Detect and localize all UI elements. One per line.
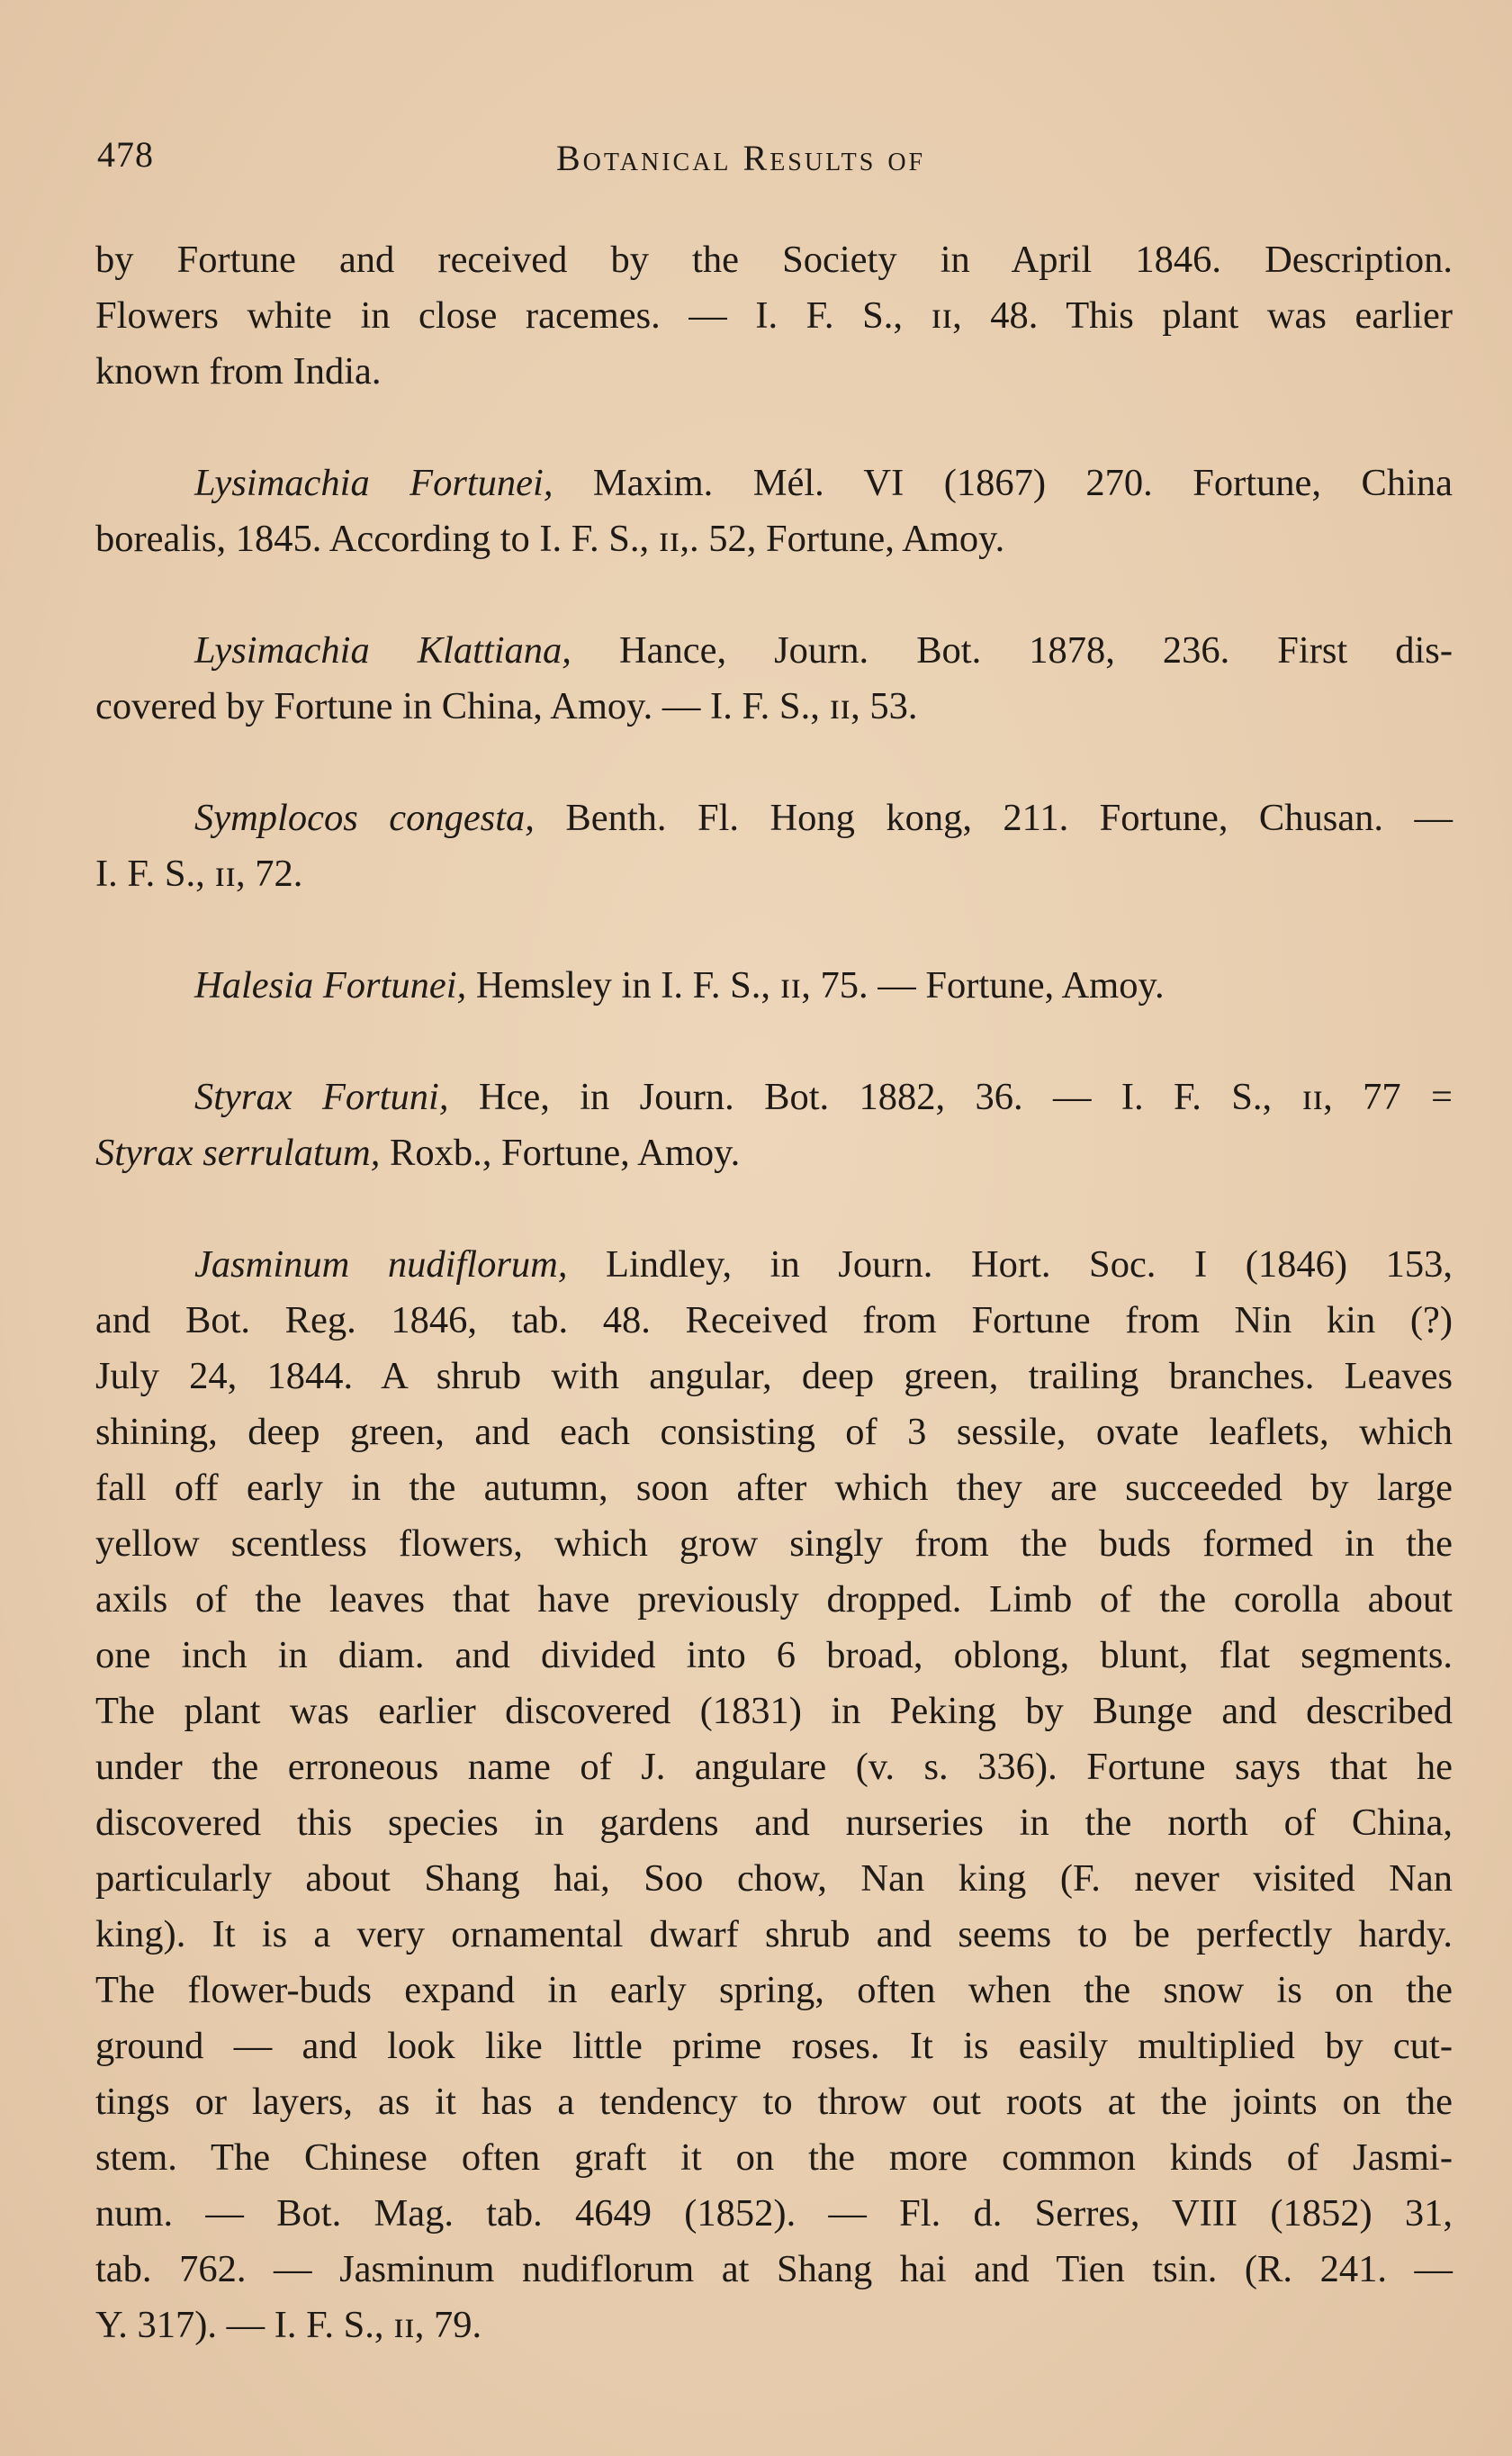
page-number: 478 — [97, 134, 154, 175]
text-line: and Bot. Reg. 1846, tab. 48. Received from Fortune from Nin kin (?) — [95, 1299, 1453, 1341]
citation-text: Hce, in Journ. Bot. 1882, 36. — I. F. S., ɪɪ, 77 = — [448, 1076, 1453, 1118]
text-line: The plant was earlier discovered (1831) in Peking by Bunge and described — [95, 1690, 1453, 1732]
entry-continuation — [95, 232, 1453, 400]
text-line: discovered this species in gardens and nurseries in the north of China, — [95, 1801, 1453, 1844]
entry-lysimachia-klattiana — [95, 623, 1453, 735]
text-line: by Fortune and received by the Society in April 1846. Description. — [95, 239, 1453, 281]
text-line: particularly about Shang hai, Soo chow, Nan king (F. never visited Nan — [95, 1857, 1453, 1900]
species-name: Jasminum nudiflorum, — [194, 1243, 568, 1286]
species-name: Styrax serrulatum, — [95, 1132, 381, 1174]
text-line: ground — and look like little prime roses. It is easily multiplied by cut- — [95, 2025, 1453, 2067]
text-line — [95, 1070, 1453, 1125]
text-line: shining, deep green, and each consisting of 3 sessile, ovate leaflets, which — [95, 1411, 1453, 1453]
page-body — [95, 232, 1453, 2409]
text-line: covered by Fortune in China, Amoy. — I. F. S., ɪɪ, 53. — [95, 685, 918, 727]
species-name: Lysimachia Klattiana, — [194, 629, 572, 672]
text-line — [95, 790, 1453, 846]
running-head: Botanical Results of — [556, 138, 926, 178]
text-line: stem. The Chinese often graft it on the more common kinds of Jasmi- — [95, 2136, 1453, 2179]
text-line: The flower-buds expand in early spring, often when the snow is on the — [95, 1969, 1453, 2011]
text-line — [95, 456, 1453, 511]
entry-styrax-fortuni — [95, 1070, 1453, 1181]
text-line: king). It is a very ornamental dwarf shrub and seems to be perfectly hardy. — [95, 1913, 1453, 1955]
text-line: tab. 762. — Jasminum nudiflorum at Shang hai and Tien tsin. (R. 241. — — [95, 2248, 1453, 2290]
text-line: axils of the leaves that have previously dropped. Limb of the corolla about — [95, 1578, 1453, 1621]
species-name: Symplocos congesta, — [194, 797, 535, 839]
text-line: under the erroneous name of J. angulare (v. s. 336). Fortune says that he — [95, 1746, 1453, 1788]
text-line — [95, 1237, 1453, 1293]
text-line: fall off early in the autumn, soon after which they are succeeded by large — [95, 1467, 1453, 1509]
text-line: Y. 317). — I. F. S., ɪɪ, 79. — [95, 2304, 482, 2346]
citation-text: Hemsley in I. F. S., ɪɪ, 75. — Fortune, Amoy. — [466, 964, 1165, 1007]
text-line: num. — Bot. Mag. tab. 4649 (1852). — Fl. d. Serres, VIII (1852) 31, — [95, 2192, 1453, 2235]
page-header — [97, 133, 1447, 187]
citation-text: Maxim. Mél. VI (1867) 270. Fortune, China — [553, 462, 1453, 504]
text-line: known from India. — [95, 350, 382, 393]
text-line: I. F. S., ɪɪ, 72. — [95, 853, 303, 895]
text-line: yellow scentless flowers, which grow singly from the buds formed in the — [95, 1522, 1453, 1565]
text-line — [95, 1125, 1453, 1181]
text-line: one inch in diam. and divided into 6 broad, oblong, blunt, flat segments. — [95, 1634, 1453, 1676]
text-line: July 24, 1844. A shrub with angular, deep green, trailing branches. Leaves — [95, 1355, 1453, 1397]
species-name: Halesia Fortunei, — [194, 964, 467, 1007]
citation-text: Lindley, in Journ. Hort. Soc. I (1846) 153, — [567, 1243, 1453, 1286]
text-line: Flowers white in close racemes. — I. F. S., ɪɪ, 48. This plant was earlier — [95, 294, 1453, 337]
text-line — [95, 958, 1453, 1014]
citation-text: Roxb., Fortune, Amoy. — [380, 1132, 741, 1174]
species-name: Styrax Fortuni, — [194, 1076, 449, 1118]
text-line: tings or layers, as it has a tendency to throw out roots at the joints on the — [95, 2081, 1453, 2123]
citation-text: Hance, Journ. Bot. 1878, 236. First dis- — [571, 629, 1453, 672]
text-line: borealis, 1845. According to I. F. S., ɪɪ,. 52, Fortune, Amoy. — [95, 518, 1005, 560]
entry-jasminum-nudiflorum — [95, 1237, 1453, 2353]
text-line — [95, 623, 1453, 679]
species-name: Lysimachia Fortunei, — [194, 462, 554, 504]
entry-symplocos-congesta — [95, 790, 1453, 902]
entry-halesia-fortunei — [95, 958, 1453, 1014]
entry-lysimachia-fortunei — [95, 456, 1453, 567]
citation-text: Benth. Fl. Hong kong, 211. Fortune, Chusan. — — [534, 797, 1454, 839]
